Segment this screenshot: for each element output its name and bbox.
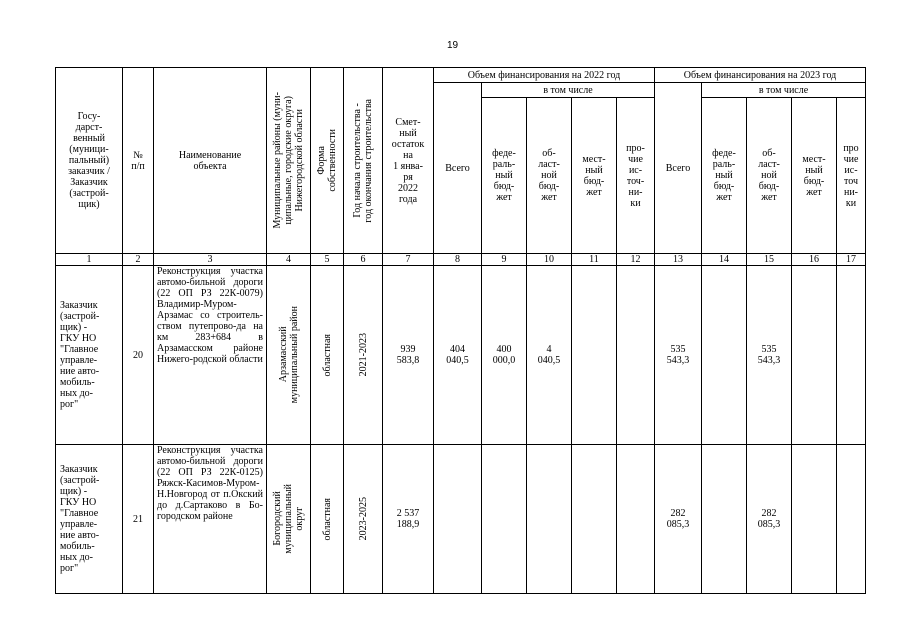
colnum-16: 16 xyxy=(791,253,837,266)
colnum-12: 12 xyxy=(616,253,655,266)
table-row-21-regional-2023: 282 085,3 xyxy=(746,444,792,594)
table-row-21-other-2022 xyxy=(616,444,655,594)
header-including-2023: в том числе xyxy=(701,82,866,98)
table-row-21-ownership-text: областная xyxy=(321,497,333,541)
table-row-20-other-2022 xyxy=(616,265,655,445)
table-row-21-federal-2022 xyxy=(481,444,527,594)
header-municipal-text: Муниципальные районы (муни- ципальные, городские округа) Нижегородской области xyxy=(272,92,305,229)
table-row-21-balance: 2 537 188,9 xyxy=(382,444,434,594)
header-financing-2022: Объем финансирования на 2022 год xyxy=(433,67,655,83)
table-row-20-other-2023 xyxy=(836,265,866,445)
table-row-21-years xyxy=(343,444,383,594)
header-including-2022: в том числе xyxy=(481,82,655,98)
table-row-20-regional-2023: 535 543,3 xyxy=(746,265,792,445)
header-num: № п/п xyxy=(122,67,154,254)
header-federal-2023: феде- раль- ный бюд- жет xyxy=(701,97,747,254)
table-row-21-object-text: Реконструкция участка автомо-бильной дороги (22 ОП РЗ 22К-0125) Ряжск-Касимов-Муром-Н.Новгород от п.Окский до д.Сартаково в Бо-городском районе xyxy=(157,445,263,522)
colnum-5: 5 xyxy=(310,253,344,266)
table-row-20-years-text: 2021-2023 xyxy=(357,333,369,377)
table-row-20-object xyxy=(153,265,267,445)
page-number: 19 xyxy=(446,40,459,51)
table-row-20-federal-2023 xyxy=(701,265,747,445)
table-row-20-total-2023: 535 543,3 xyxy=(654,265,702,445)
colnum-3: 3 xyxy=(153,253,267,266)
table-row-21-total-2022 xyxy=(433,444,482,594)
header-other-2023: про чие ис- точ ни- ки xyxy=(836,97,866,254)
table-row-20-municipal xyxy=(266,265,311,445)
header-years-text: Год начала строительства - год окончания строительства xyxy=(352,98,374,223)
table-row-21-total-2023: 282 085,3 xyxy=(654,444,702,594)
header-local-2022: мест- ный бюд- жет xyxy=(571,97,617,254)
header-total-2023: Всего xyxy=(654,82,702,254)
header-customer: Госу- дарст- венный (муници- пальный) заказчик / Заказчик (застрой- щик) xyxy=(55,67,123,254)
header-regional-2023: об- ласт- ной бюд- жет xyxy=(746,97,792,254)
colnum-6: 6 xyxy=(343,253,383,266)
table-row-20-total-2022: 404 040,5 xyxy=(433,265,482,445)
colnum-7: 7 xyxy=(382,253,434,266)
table-row-20-ownership xyxy=(310,265,344,445)
colnum-9: 9 xyxy=(481,253,527,266)
table-row-21-years-text: 2023-2025 xyxy=(357,497,369,541)
table-row-21-num: 21 xyxy=(122,444,154,594)
table-row-20-local-2023 xyxy=(791,265,837,445)
colnum-10: 10 xyxy=(526,253,572,266)
header-ownership xyxy=(310,67,344,254)
table-row-21-customer: Заказчик (застрой- щик) - ГКУ НО "Главное управле- ние авто- мобиль- ных до- рог" xyxy=(55,444,123,594)
colnum-8: 8 xyxy=(433,253,482,266)
table-row-21-municipal-text: Богородский муниципальный округ xyxy=(272,484,305,554)
table-row-20-customer: Заказчик (застрой- щик) - ГКУ НО "Главное управле- ние авто- мобиль- ных до- рог" xyxy=(55,265,123,445)
header-other-2022: про- чие ис- точ- ни- ки xyxy=(616,97,655,254)
table-row-21-federal-2023 xyxy=(701,444,747,594)
header-municipal xyxy=(266,67,311,254)
table-row-20-municipal-text: Арзамасский муниципальный район xyxy=(277,306,300,404)
table-row-20-balance: 939 583,8 xyxy=(382,265,434,445)
colnum-17: 17 xyxy=(836,253,866,266)
table-row-20-object-text: Реконструкция участка автомо-бильной дороги (22 ОП РЗ 22К-0079) Владимир-Муром-Арзамас со строитель-ством путепрово-да на км 283+684 в Арзамасском районе Нижего-родской области xyxy=(157,266,263,365)
table-row-20-regional-2022: 4 040,5 xyxy=(526,265,572,445)
table-row-20-local-2022 xyxy=(571,265,617,445)
colnum-13: 13 xyxy=(654,253,702,266)
header-federal-2022: феде- раль- ный бюд- жет xyxy=(481,97,527,254)
colnum-1: 1 xyxy=(55,253,123,266)
header-ownership-text: Форма собственности xyxy=(316,129,338,192)
header-years xyxy=(343,67,383,254)
table-row-20-ownership-text: областная xyxy=(321,333,333,377)
table-row-20-num: 20 xyxy=(122,265,154,445)
colnum-11: 11 xyxy=(571,253,617,266)
colnum-15: 15 xyxy=(746,253,792,266)
table-row-21-municipal xyxy=(266,444,311,594)
table-row-21-object xyxy=(153,444,267,594)
colnum-2: 2 xyxy=(122,253,154,266)
header-balance: Смет- ный остаток на 1 янва- ря 2022 года xyxy=(382,67,434,254)
header-regional-2022: об- ласт- ной бюд- жет xyxy=(526,97,572,254)
header-total-2022: Всего xyxy=(433,82,482,254)
colnum-14: 14 xyxy=(701,253,747,266)
colnum-4: 4 xyxy=(266,253,311,266)
table-row-20-years xyxy=(343,265,383,445)
table-row-21-local-2023 xyxy=(791,444,837,594)
table-row-21-regional-2022 xyxy=(526,444,572,594)
header-financing-2023: Объем финансирования на 2023 год xyxy=(654,67,866,83)
header-object-name: Наименование объекта xyxy=(153,67,267,254)
table-row-20-federal-2022: 400 000,0 xyxy=(481,265,527,445)
table-row-21-ownership xyxy=(310,444,344,594)
table-row-21-local-2022 xyxy=(571,444,617,594)
table-row-21-other-2023 xyxy=(836,444,866,594)
header-local-2023: мест- ный бюд- жет xyxy=(791,97,837,254)
